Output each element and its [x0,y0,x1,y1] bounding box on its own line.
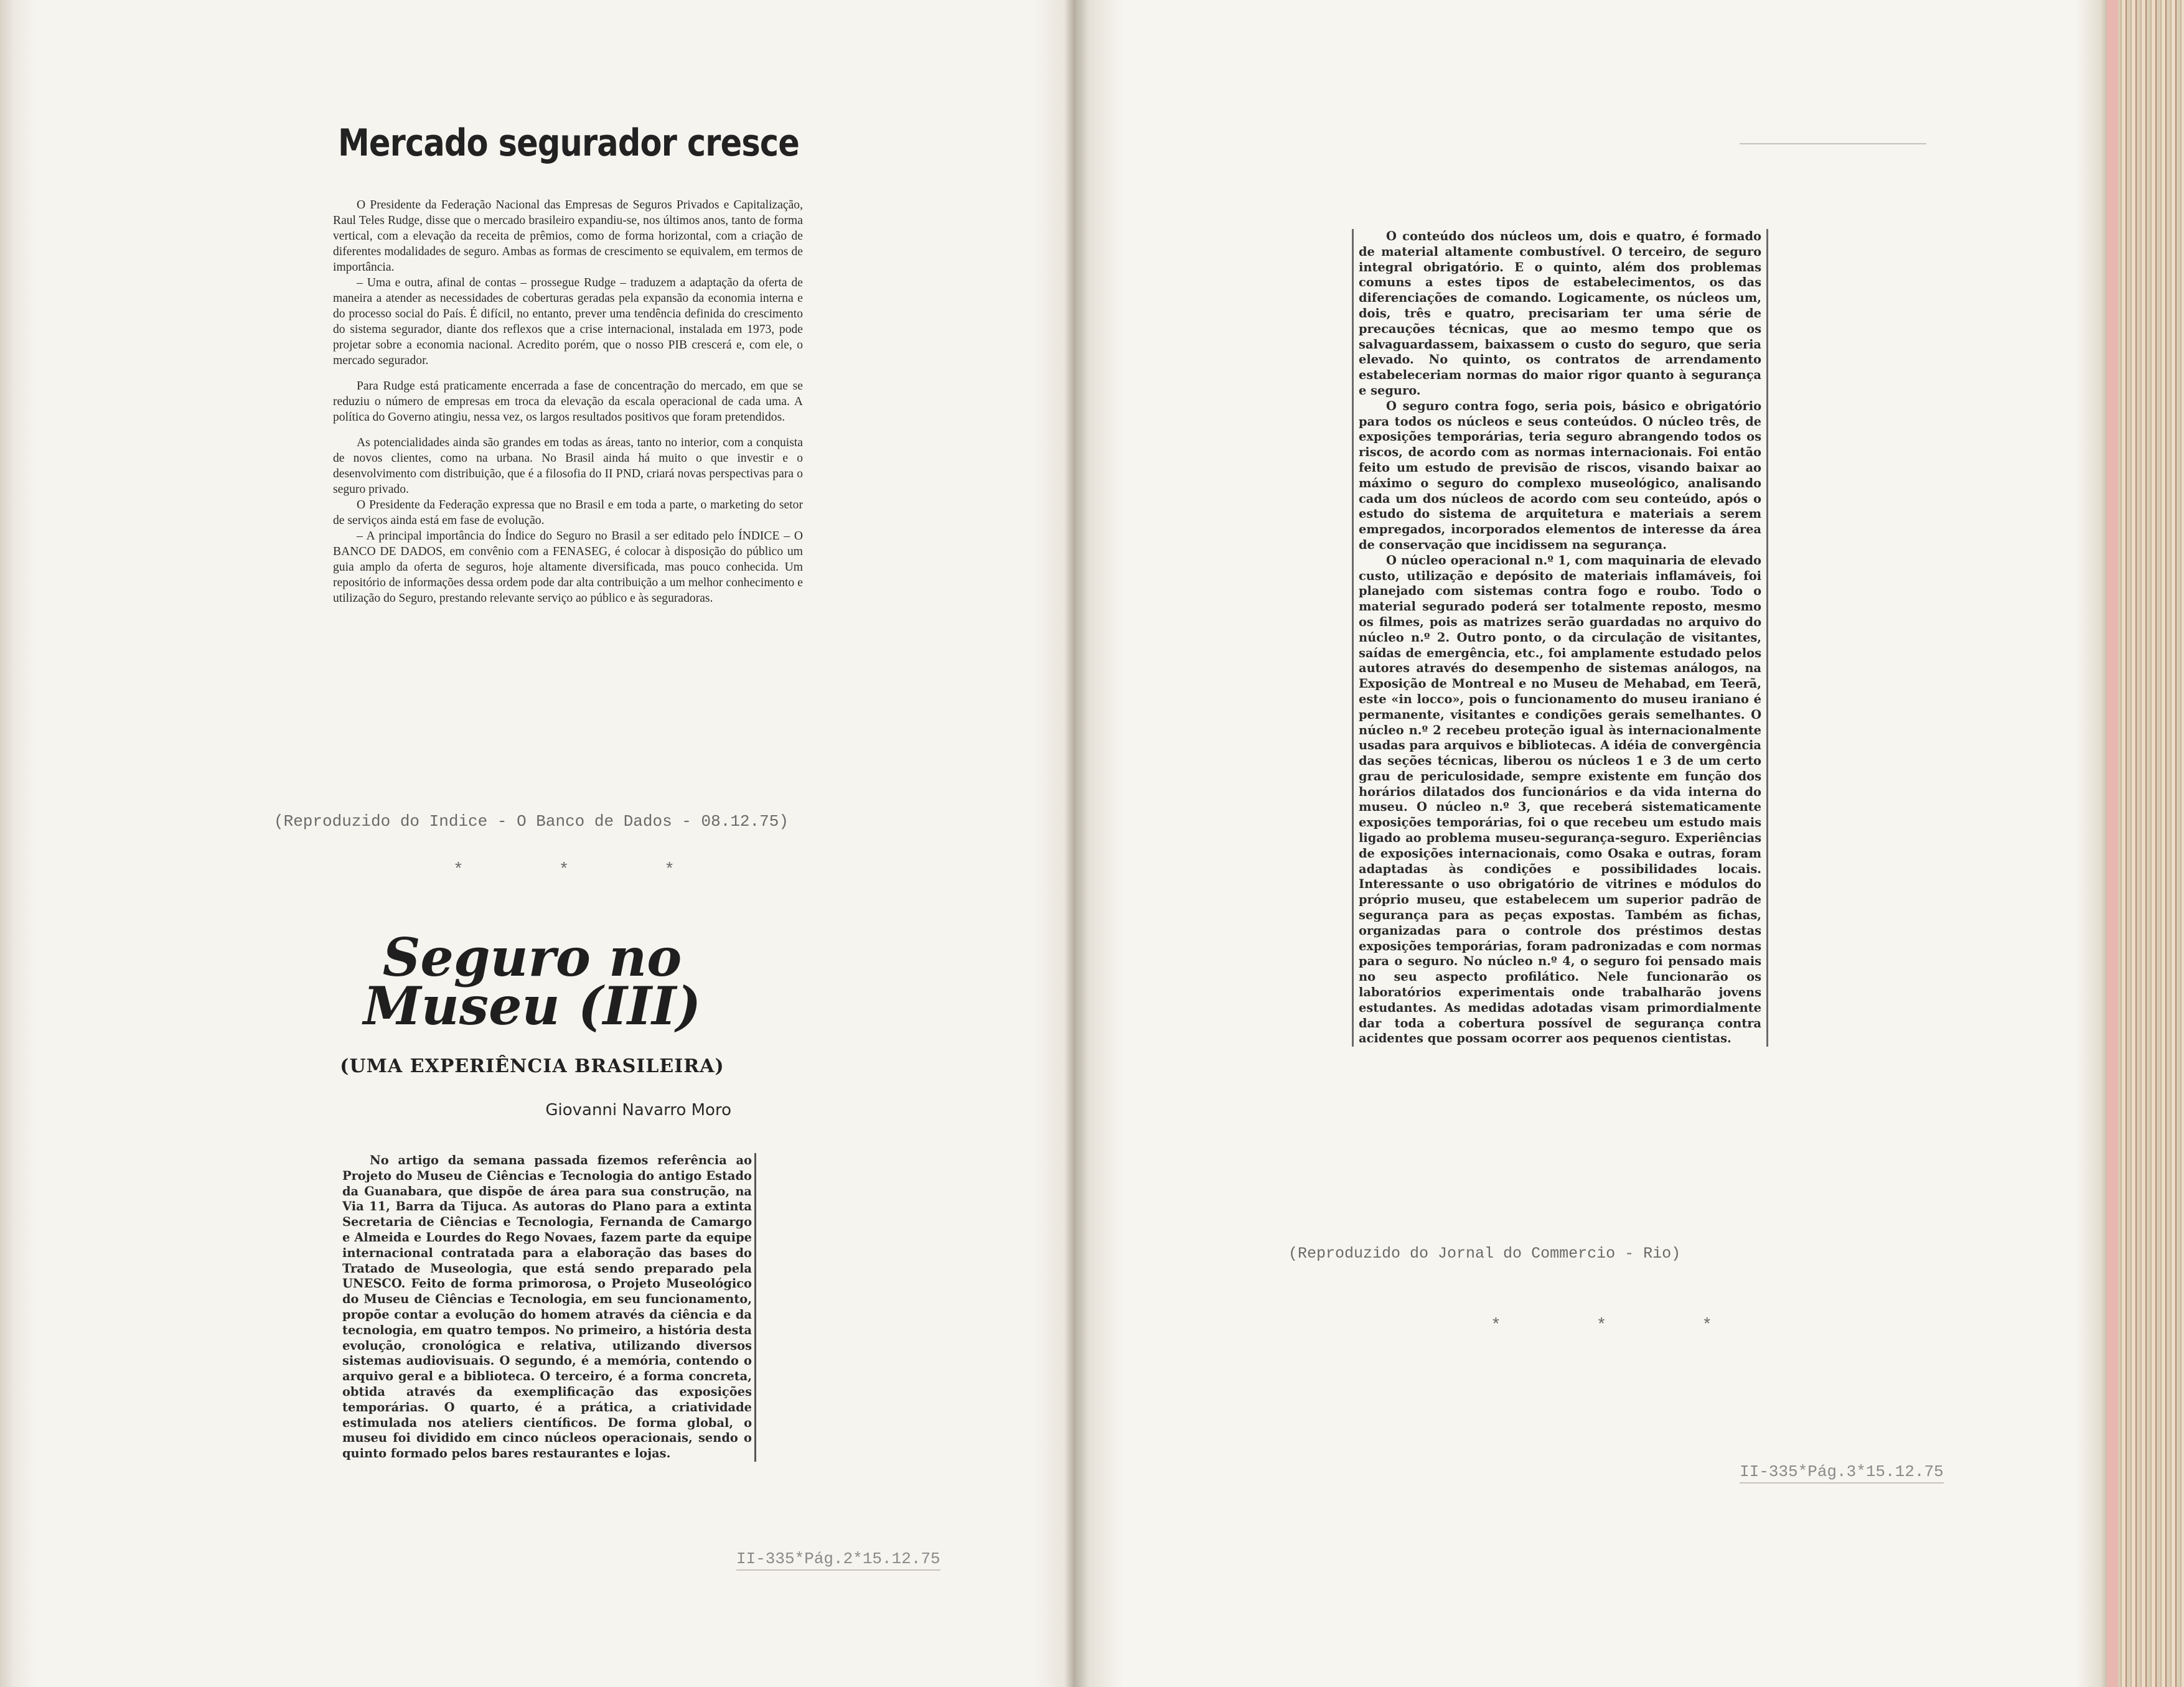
article-paragraph: – Uma e outra, afinal de contas – prossegue Rudge – traduzem a adaptação da oferta de maneira a atender as necessidades de coberturas geradas pela expansão da economia interna e do processo social do País. É difícil, no entanto, prever uma tendência definida do crescimento do sistema segurador, diante dos reflexos que a crise internacional, instalada em 1973, pode projetar sobre a economia nacional. Acredito porém, que o nosso PIB crescerá e, com ele, o mercado segurador. [333,276,803,367]
article-subtitle: (UMA EXPERIÊNCIA BRASILEIRA) [340,1055,724,1077]
article-headline: Mercado segurador cresce [338,121,799,165]
source-credit: (Reproduzido do Indice - O Banco de Dados - 08.12.75) [274,812,789,831]
article-title [327,927,738,1037]
article-seguro-no-museu-continuation [1352,229,1768,1047]
article-body [333,197,803,606]
article-paragraph: O conteúdo dos núcleos um, dois e quatro, é formado de material altamente combustível. O terceiro, de seguro integral obrigatório. E o quinto, além dos problemas comuns a estes tipos de estabelecimentos, os das diferenciações de comando. Logicamente, os núcleos um, dois, três e quatro, precisariam ter uma série de precauções técnicas, que ao mesmo tempo que os salvaguardassem, baixassem o custo do seguro, que seria elevado. No quinto, os contratos de arrendamento estabeleceriam normas do maior rigor quanto à segurança e seguro. [1359,229,1761,398]
section-divider-stars: * * * [453,861,718,880]
article-seguro-no-museu-body [342,1153,756,1462]
article-paragraph: No artigo da semana passada fizemos referência ao Projeto do Museu de Ciências e Tecnologia do antigo Estado da Guanabara, que dispõe de área para sua construção, na Via 11, Barra da Tijuca. As autoras do Plano para a extinta Secretaria de Ciências e Tecnologia, Fernanda de Camargo e Almeida e Lourdes do Rego Novaes, fazem parte da equipe internacional contratada para a elaboração das bases do Tratado de Museologia, que está sendo preparado pela UNESCO. Feito de forma primorosa, o Projeto Museológico do Museu de Ciências e Tecnologia, em seu funcionamento, propõe contar a evolução do homem através da ciência e da tecnologia, em quatro tempos. No primeiro, a história desta evolução, cronológica e relativa, utilizando diversos sistemas audiovisuais. O segundo, é a memória, contendo o arquivo geral e a biblioteca. O terceiro, é a forma concreta, obtida através da exemplificação das exposições temporárias. O quarto, é a prática, a criatividade estimulada nos ateliers científicos. De forma global, o museu foi dividido em cinco núcleos operacionais, sendo o quinto formado pelos bares restaurantes e lojas. [342,1153,752,1461]
article-seguro-no-museu-header [327,927,738,1119]
article-paragraph: O núcleo operacional n.º 1, com maquinaria de elevado custo, utilização e depósito de materiais inflamáveis, foi planejado com sistemas contra fogo e roubo. Todo o material segurado poderá ser totalmente reposto, mesmo os filmes, pois as matrizes serão guardadas no arquivo do núcleo n.º 2. Outro ponto, o da circulação de visitantes, saídas de emergência, etc., foi amplamente estudado pelos autores através do desempenho de sistemas análogos, na Exposição de Montreal e no Museu de Mehabad, em Teerã, este «in locco», pois o funcionamento do museu iraniano é permanente, visitantes e condições gerais semelhantes. O núcleo n.º 2 recebeu proteção igual às internacionalmente usadas para arquivos e bibliotecas. A idéia de convergência das seções técnicas, liberou os núcleos 1 e 3 de um certo grau de periculosidade, sempre existente em função dos horários dilatados dos funcionários e da vida interna do museu. O núcleo n.º 3, que receberá sistematicamente exposições temporárias, foi o que recebeu um estudo mais ligado ao problema museu-segurança-seguro. Experiências de exposições internacionais, como Osaka e outras, foram adaptadas às condições e possibilidades locais. Interessante o uso obrigatório de vitrines e módulos do próprio museu, que estabelecem um superior padrão de segurança para as peças expostas. Também as fichas, organizadas para o controle dos préstimos destas exposições temporárias, foram padronizadas e com normas para o seguro. No núcleo n.º 4, o seguro foi pensado mais no seu aspecto profilático. Nele funcionarão os laboratórios experimentais onde trabalharão jovens estudantes. As medidas adotadas visam primordialmente dar toda a cobertura possível de segurança contra acidentes que possam ocorrer aos pequenos cientistas. [1359,553,1761,1046]
article-paragraph: – A principal importância do Índice do Seguro no Brasil a ser editado pelo ÍNDICE – O BANCO DE DADOS, em convênio com a FENASEG, é colocar à disposição do público um guia amplo da oferta de seguros, hoje altamente diversificada, mas pouco conhecida. Um repositório de informações dessa ordem pode dar alta contribuição a um melhor conhecimento e utilização do Seguro, prestando relevante serviço ao público e às seguradoras. [333,530,803,605]
article-mercado-segurador [333,121,803,606]
book-page-edges [2107,0,2184,1687]
article-paragraph: Para Rudge está praticamente encerrada a fase de concentração do mercado, em que se reduziu o número de empresas em troca da elevação da escala operacional de cada uma. A política do Governo atingiu, nessa vez, os largos resultados positivos que foram pretendidos. [333,380,803,424]
article-author: Giovanni Navarro Moro [545,1101,731,1119]
article-title-line: Seguro no [382,927,682,988]
left-page [0,0,1074,1687]
page-reference: II-335*Pág.3*15.12.75 [1740,1462,1944,1484]
article-title-line: Museu (III) [363,975,701,1037]
article-paragraph: O seguro contra fogo, seria pois, básico e obrigatório para todos os núcleos e seus conteúdos. O núcleo três, de exposições temporárias, teria seguro abrangendo todos os riscos, de acordo com as normas internacionais. Foi então feito um estudo de previsão de riscos, visando baixar ao máximo o seguro do complexo museológico, analisando cada um dos núcleos de acordo com seu conteúdo, após o estudo do sistema de arquitetura e materiais a serem empregados, incorporados elementos de interesse da área de conservação que incidissem na segurança. [1359,398,1761,552]
article-paragraph: O Presidente da Federação Nacional das Empresas de Seguros Privados e Capitalização, Raul Teles Rudge, disse que o mercado brasileiro expandiu-se, nos últimos anos, tanto de forma vertical, com a elevação da receita de prêmios, como de forma horizontal, com a criação de diferentes modalidades de seguro. Ambas as formas de crescimento se equivalem, em termos de importância. [333,199,803,274]
page-reference: II-335*Pág.2*15.12.75 [736,1549,940,1571]
faint-rule [1740,142,1926,144]
article-paragraph: As potencialidades ainda são grandes em todas as áreas, tanto no interior, com a conquista de novos clientes, como na urbana. No Brasil ainda há muito o que investir e o desenvolvimento com distribuição, que é a filosofia do II PND, criará novas perspectivas para o seguro privado. [333,436,803,496]
section-divider-stars: * * * [1491,1316,1755,1335]
source-credit: (Reproduzido do Jornal do Commercio - Rio) [1288,1245,1681,1263]
article-paragraph: O Presidente da Federação expressa que no Brasil e em toda a parte, o marketing do setor de serviços ainda está em fase de evolução. [333,498,803,527]
